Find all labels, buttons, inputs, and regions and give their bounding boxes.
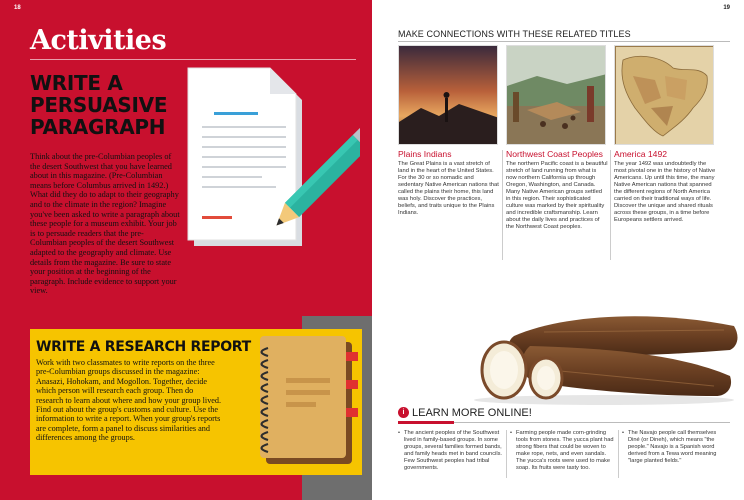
research-body: Work with two classmates to write reports on the three pre-Columbian groups discussed in the magazine: Anasazi, Hohokam, and Mogollon. Together, decide which person will research each group. Then do research to learn about where and how your group lived. Find out about the group's customs and culture. Use the information to write a report. When your group's reports are complete, form a panel to discuss similarities and differences among the groups.: [36, 358, 222, 443]
page-number-right: 19: [723, 5, 730, 11]
book-description: The northern Pacific coast is a beautiful stretch of land running from what is now northern California up through Oregon, Washington, and Canada. Many Native American groups settled in this region. Their sophisticated culture was marked by their spirituality and incredible craftsmanship. Learn about the daily lives and practices of the Northwest Coast peoples.: [506, 161, 608, 230]
column-divider: [506, 430, 507, 478]
book-description: The Great Plains is a vast stretch of land in the heart of the United States. For the 30 or so nomadic and sedentary Native American nations that called the plains their home, this land was holy. Discover the practices, beliefs, and traits unique to the Plains Indians.: [398, 161, 499, 216]
book-title[interactable]: Plains Indians: [398, 149, 452, 159]
book-description: The year 1492 was undoubtedly the most pivotal one in the history of Native Americans. Up until this time, the many Native American nations that spanned the different regions of North America carried on their traditional ways of life. Discover the unique and shared rituals across these groups, in a time before Europeans settlers arrived.: [614, 161, 716, 223]
column-divider: [502, 150, 503, 260]
learn-more-item: • The Navajo people call themselves Diné (or Dineh), which means "the people." Navajo is a Spanish word derived from a Tewa word meaning "large planted fields.": [622, 430, 717, 464]
book-title[interactable]: Northwest Coast Peoples: [506, 149, 603, 159]
book-northwest-coast-peoples[interactable]: [506, 45, 609, 231]
learn-more-heading: LEARN MORE ONLINE!: [412, 407, 532, 419]
learn-more-item: • Farming people made corn-grinding tools from stones. The yucca plant had strong fibers that could be woven to make rope, nets, and even sandals. The yucca's roots were used to make soap. Its fruits were tasty too.: [510, 430, 614, 471]
book-america-1492[interactable]: [614, 45, 717, 224]
persuasive-body: Think about the pre-Columbian peoples of the desert Southwest that you have learned about in this magazine. (Pre-Columbian means before Columbus arrived in 1492.) What did they do to adapt to their geography and to the climate in the region? Imagine you've been asked to write a paragraph about these people for a museum exhibit. Your job is to persuade readers that the pre-Columbian peoples of the desert Southwest adapted to the geography and climate. Use details from the magazine. Be sure to state your position at the beginning of the paragraph. Include evidence to support your view.: [30, 152, 180, 296]
book-cover-northwest-coast[interactable]: [506, 45, 606, 145]
activities-title: Activities: [30, 25, 167, 56]
info-icon: i: [398, 407, 409, 418]
book-title[interactable]: America 1492: [614, 149, 668, 159]
learn-more-accent: [398, 421, 454, 424]
book-cover-america-1492[interactable]: [614, 45, 714, 145]
persuasive-heading: WRITE A PERSUASIVE PARAGRAPH: [30, 71, 168, 139]
page-number-left: 18: [14, 5, 21, 11]
column-divider: [618, 430, 619, 478]
column-divider: [610, 150, 611, 260]
document-pencil-icon: [180, 60, 360, 260]
book-plains-indians[interactable]: [398, 45, 501, 217]
book-cover-plains-indians[interactable]: [398, 45, 498, 145]
right-page: [372, 0, 744, 500]
notebook-icon: [230, 316, 370, 476]
connections-divider: [398, 41, 730, 42]
learn-more-item: • The ancient peoples of the Southwest lived in family-based groups. In some groups, several families formed bands, and family heads met in band councils. Few Southwest peoples had tribal governments.: [398, 430, 503, 471]
research-heading: WRITE A RESEARCH REPORT: [36, 339, 251, 355]
connections-heading: MAKE CONNECTIONS WITH THESE RELATED TITLES: [398, 29, 631, 39]
yucca-root-image: [454, 296, 744, 408]
